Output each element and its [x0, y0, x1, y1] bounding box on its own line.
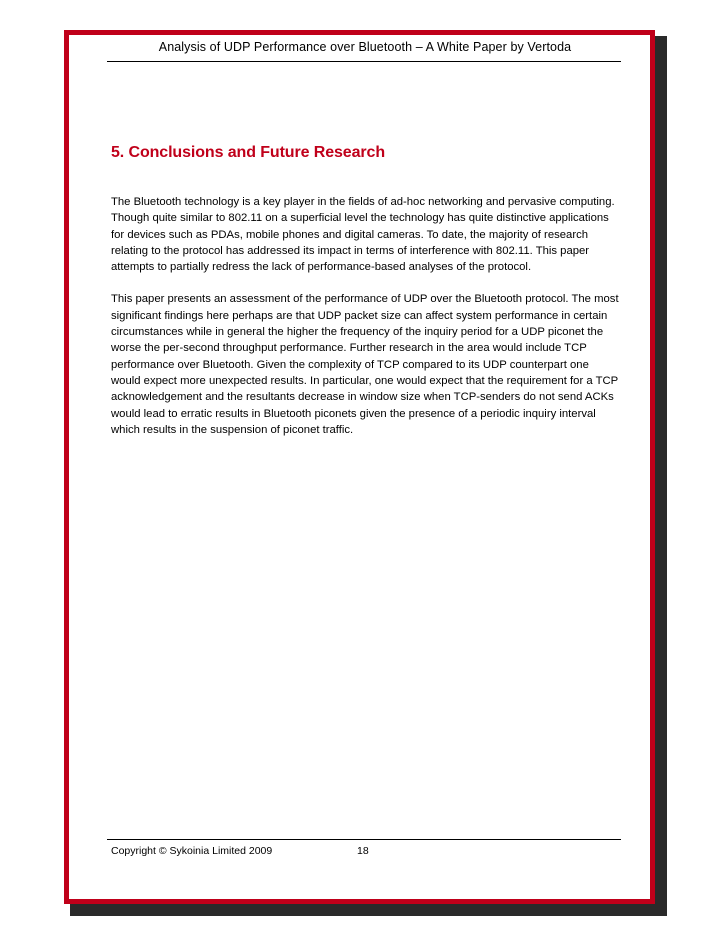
paragraph: This paper presents an assessment of the performance of UDP over the Bluetooth protocol. The most significant findings here perhaps are that UDP packet size can affect system performance in certain circumstances while in general the higher the frequency of the inquiry period for a UDP piconet the worse the per-second throughput performance. Further research in the area would include TCP performance over Bluetooth. Given the complexity of TCP compared to its UDP counterpart one would expect more unexpected results. In particular, one would expect that the requirement for a TCP acknowledgement and the resultants decrease in window size when TCP-senders do not send ACKs would lead to erratic results in Bluetooth piconets given the presence of a periodic inquiry interval which results in the suspension of piconet traffic.: [111, 293, 619, 436]
section-title: 5. Conclusions and Future Research: [111, 144, 385, 161]
header-rule: [107, 61, 621, 62]
running-header: Analysis of UDP Performance over Bluetooth – A White Paper by Vertoda: [158, 40, 572, 54]
page-number: 18: [357, 845, 369, 857]
footer-copyright: Copyright © Sykoinia Limited 2009: [111, 845, 273, 857]
footer-rule: [107, 839, 621, 840]
section-body: [111, 194, 619, 454]
paragraph: The Bluetooth technology is a key player in the fields of ad-hoc networking and pervasive computing. Though quite similar to 802.11 on a superficial level the technology has quite distinctive applications for devices such as PDAs, mobile phones and digital cameras. To date, the majority of research relating to the protocol has addressed its impact in terms of interference with 802.11. This paper attempts to partially redress the lack of performance-based analyses of the protocol.: [111, 196, 615, 274]
